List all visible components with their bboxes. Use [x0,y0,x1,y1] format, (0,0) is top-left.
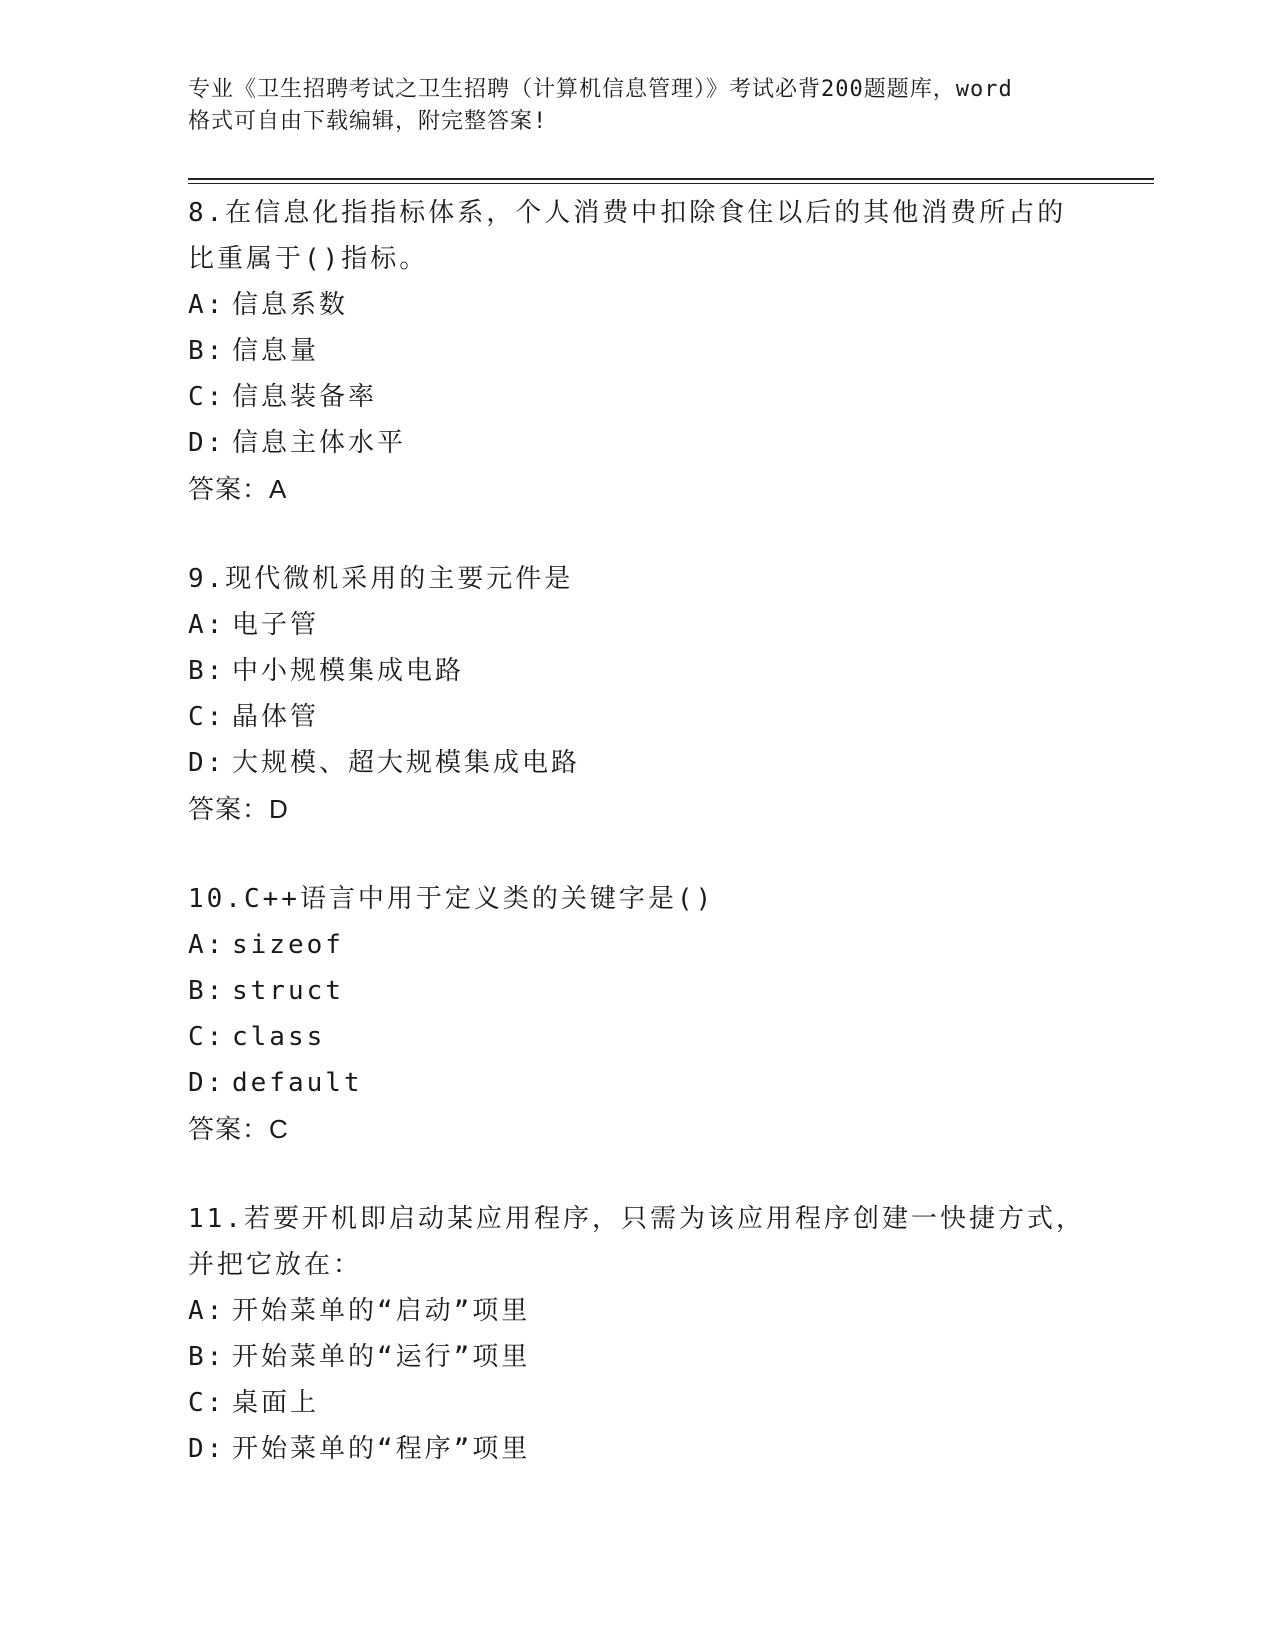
option-letter: B: [188,1342,226,1372]
answer-option [188,328,1148,374]
option-text: class [232,1022,326,1052]
answer-option [188,740,1148,786]
question-block [188,190,1148,512]
question-text: 11.若要开机即启动某应用程序，只需为该应用程序创建一快捷方式， [188,1204,1085,1234]
option-text: 信息装备率 [232,382,378,412]
option-letter: A: [188,610,226,640]
answer-option [188,374,1148,420]
option-letter: A: [188,290,226,320]
option-letter: D: [188,1068,226,1098]
answer-option [188,420,1148,466]
header-title-line-2: 格式可自由下载编辑，附完整答案! [188,109,548,134]
question-block [188,1196,1148,1472]
option-text: 开始菜单的“启动”项里 [232,1296,531,1326]
question-text: 并把它放在： [188,1250,363,1280]
header-divider-thin [188,183,1154,184]
option-letter: A: [188,930,226,960]
header-divider-thick [188,178,1154,180]
option-text: 大规模、超大规模集成电路 [232,748,581,778]
answer-option [188,1288,1148,1334]
option-text: default [232,1068,363,1098]
answer-key: 答案：A [188,474,288,504]
answer-option [188,602,1148,648]
option-letter: C: [188,702,226,732]
option-letter: D: [188,1434,226,1464]
question-block [188,556,1148,832]
answer-option [188,922,1148,968]
option-text: 中小规模集成电路 [232,656,465,686]
question-list [188,190,1148,1516]
question-text: 比重属于()指标。 [188,244,429,274]
option-letter: B: [188,656,226,686]
document-header [188,74,1088,138]
option-text: 晶体管 [232,702,320,732]
option-text: 信息量 [232,336,320,366]
answer-option [188,648,1148,694]
question-text: 10.C++语言中用于定义类的关键字是() [188,884,715,914]
option-letter: C: [188,1388,226,1418]
answer-option [188,1060,1148,1106]
option-text: 开始菜单的“程序”项里 [232,1434,531,1464]
option-text: 信息主体水平 [232,428,407,458]
option-letter: C: [188,382,226,412]
option-letter: D: [188,748,226,778]
option-letter: A: [188,1296,226,1326]
option-text: 开始菜单的“运行”项里 [232,1342,531,1372]
answer-option [188,282,1148,328]
option-text: 电子管 [232,610,320,640]
option-text: 桌面上 [232,1388,320,1418]
answer-option [188,1426,1148,1472]
answer-key: 答案：C [188,1114,289,1144]
option-text: sizeof [232,930,344,960]
option-letter: B: [188,976,226,1006]
answer-option [188,1014,1148,1060]
option-text: 信息系数 [232,290,349,320]
question-block [188,876,1148,1152]
answer-option [188,694,1148,740]
answer-option [188,1380,1148,1426]
question-text: 9.现代微机采用的主要元件是 [188,564,574,594]
option-letter: D: [188,428,226,458]
answer-option [188,968,1148,1014]
option-text: struct [232,976,344,1006]
answer-option [188,1334,1148,1380]
question-text: 8.在信息化指指标体系，个人消费中扣除食住以后的其他消费所占的 [188,198,1067,228]
answer-key: 答案：D [188,794,289,824]
option-letter: C: [188,1022,226,1052]
header-title-line-1: 专业《卫生招聘考试之卫生招聘（计算机信息管理）》考试必背200题题库，word [188,77,1013,102]
option-letter: B: [188,336,226,366]
